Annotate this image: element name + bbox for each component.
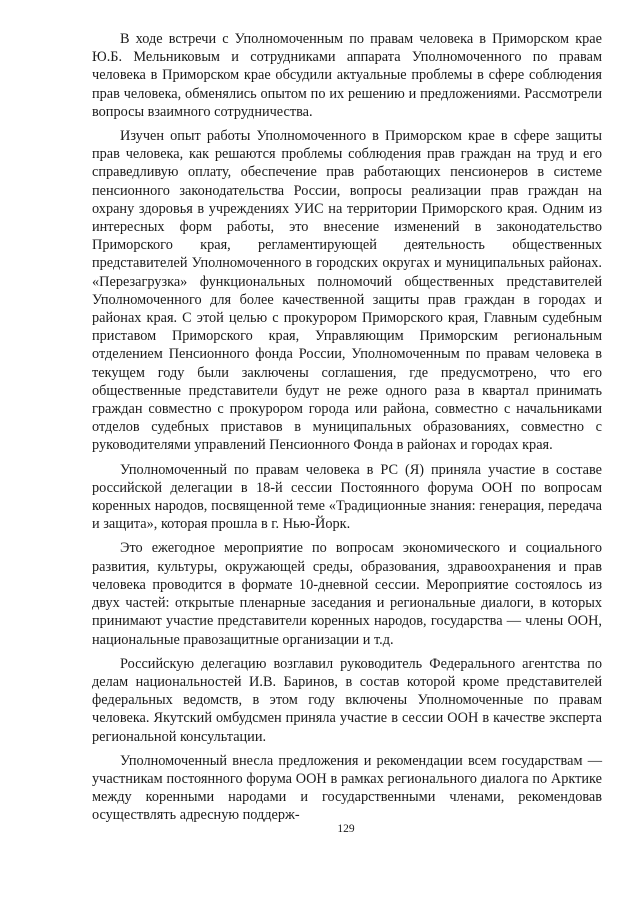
paragraph-delegation: Российскую делегацию возглавил руководитель Федерального агентства по делам национальностей И.В. Баринов, в состав которой кроме представителей федеральных ведомств, в этом году включены Уполномоченные по правам человека. Якутский омбудсмен приняла участие в сессии ООН в качестве эксперта региональной консультации.: [92, 655, 602, 745]
paragraph-un-forum: Уполномоченный по правам человека в РС (Я) приняла участие в составе российской делегации в 18-й сессии Постоянного форума ООН по вопросам коренных народов, посвященной теме «Традиционные знания: генерация, передача и защита», которая прошла в г. Нью-Йорк.: [92, 461, 602, 533]
paragraph-annual-event: Это ежегодное мероприятие по вопросам экономического и социального развития, культуры, окружающей среды, образования, здравоохранения и прав человека проводится в формате 10-дневной сессии. Мероприятие состоялось из двух частей: открытые пленарные заседания и региональные диалоги, в которых принимают участие представители коренных народов, государства — члены ООН, национальные правозащитные организации и т.д.: [92, 540, 602, 648]
paragraph-meeting: В ходе встречи с Уполномоченным по правам человека в Приморском крае Ю.Б. Мельниковым и сотрудниками аппарата Уполномоченного по правам человека в Приморском крае обсудили актуальные проблемы в сфере соблюдения прав человека, обменялись опытом по их решению и предложениями. Рассмотрели вопросы взаимного сотрудничества.: [92, 31, 602, 120]
page-number: 129: [337, 823, 355, 835]
paragraph-recommendations: Уполномоченный внесла предложения и рекомендации всем государствам — участникам постоянного форума ООН в рамках регионального диалога по Арктике между коренными народами и государственными членами, рекомендовав осуществлять адресную поддерж-: [92, 752, 602, 824]
paragraph-primorsky-experience: Изучен опыт работы Уполномоченного в Приморском крае в сфере защиты прав человека, как решаются проблемы соблюдения прав граждан на труд и его справедливую оплату, обеспечение прав работающих пенсионеров в системе пенсионного законодательства России, вопросы реализации прав граждан на охрану здоровья в учреждениях УИС на территории Приморского края. Одним из интересных форм работы, это внесение изменений в законодательство Приморского края, регламентирующей деятельность общественных представителей Уполномоченного в городских округах и муниципальных районах. «Перезагрузка» функциональных полномочий общественных представителей Уполномоченного для более качественной защиты прав граждан в городах и районах края. С этой целью с прокурором Приморского края, Главным судебным приставом Приморского края, Управляющим Приморским региональным отделением Пенсионного фонда России, Уполномоченным по правам человека в текущем году были заключены соглашения, где предусмотрено, что его общественные представители будут не реже одного раза в квартал принимать граждан совместно с прокурором города или района, совместно с начальниками отделов судебных приставов в муниципальных образованиях, совместно с руководителями управлений Пенсионного Фонда в районах и городах края.: [92, 128, 602, 454]
